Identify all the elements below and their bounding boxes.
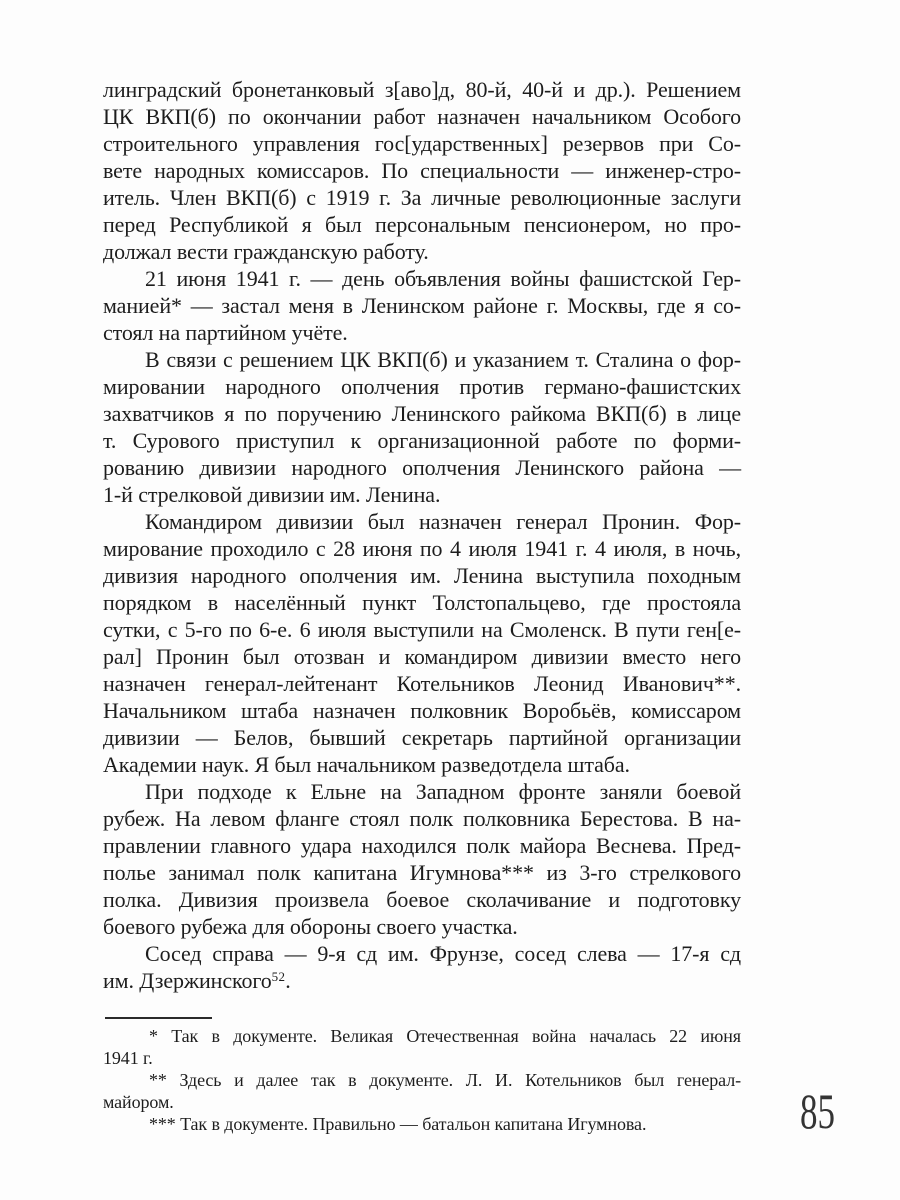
text-line: т. Сурового приступил к организационной работе по форми- xyxy=(103,428,741,453)
text-line: итель. Член ВКП(б) с 1919 г. За личные революционные заслуги xyxy=(103,185,741,210)
text-line: 1-й стрелковой дивизии им. Ленина. xyxy=(103,482,441,507)
body-paragraph xyxy=(103,778,741,940)
footnote xyxy=(103,1025,741,1069)
text-line: Начальником штаба назначен полковник Воробьёв, комиссаром xyxy=(103,698,741,723)
text-line: рованию дивизии народного ополчения Ленинского района — xyxy=(103,455,741,480)
text-line: мировании народного ополчения против германо-фашистских xyxy=(103,374,741,399)
text-line: правлении главного удара находился полк майора Веснева. Пред- xyxy=(103,833,741,858)
text-line: мирование проходило с 28 июня по 4 июля 1941 г. 4 июля, в ночь, xyxy=(103,536,741,561)
text-line: Академии наук. Я был начальником разведотдела штаба. xyxy=(103,752,630,777)
text-line: им. Дзержинского$^{52}$. xyxy=(103,968,291,993)
footnote xyxy=(103,1113,741,1135)
footnote xyxy=(103,1069,741,1113)
text-line: полка. Дивизия произвела боевое сколачивание и подготовку xyxy=(103,887,741,912)
footnotes xyxy=(103,1025,741,1135)
text-line: дивизия народного ополчения им. Ленина выступила походным xyxy=(103,563,741,588)
text-line: Сосед справа — 9-я сд им. Фрунзе, сосед слева — 17-я сд xyxy=(145,941,741,966)
text-line: захватчиков я по поручению Ленинского райкома ВКП(б) в лице xyxy=(103,401,741,426)
text-line: стоял на партийном учёте. xyxy=(103,320,348,345)
text-line: боевого рубежа для обороны своего участка. xyxy=(103,914,518,939)
superscript-footnote-ref: 52 xyxy=(271,969,286,984)
text-line: ЦК ВКП(б) по окончании работ назначен начальником Особого xyxy=(103,104,741,129)
text-line: дивизии — Белов, бывший секретарь партийной организации xyxy=(103,725,741,750)
text-line: рал] Пронин был отозван и командиром дивизии вместо него xyxy=(103,644,741,669)
body-paragraph xyxy=(103,346,741,508)
text-line: ** Здесь и далее так в документе. Л. И. Котельников был генерал- xyxy=(149,1070,741,1090)
page-number: 85 xyxy=(800,1083,835,1139)
text-line: * Так в документе. Великая Отечественная война началась 22 июня xyxy=(149,1026,741,1046)
text-line: строительного управления гос[ударственных] резервов при Со- xyxy=(103,131,741,156)
text-line: перед Республикой я был персональным пенсионером, но про- xyxy=(103,212,741,237)
footnote-divider xyxy=(105,1017,212,1019)
text-line: полье занимал полк капитана Игумнова*** из 3-го стрелкового xyxy=(103,860,741,885)
body-paragraph xyxy=(103,265,741,346)
text-line: сутки, с 5-го по 6-е. 6 июля выступили на Смоленск. В пути ген[е- xyxy=(103,617,741,642)
body-paragraph xyxy=(103,940,741,994)
text-line: При подходе к Ельне на Западном фронте заняли боевой xyxy=(145,779,741,804)
text-line: майором. xyxy=(103,1092,174,1112)
text-line: 1941 г. xyxy=(103,1048,153,1068)
text-line: *** Так в документе. Правильно — батальон капитана Игумнова. xyxy=(149,1114,647,1134)
text-line: В связи с решением ЦК ВКП(б) и указанием т. Сталина о фор- xyxy=(145,347,741,372)
text-line: должал вести гражданскую работу. xyxy=(103,239,429,264)
text-line: линградский бронетанковый з[аво]д, 80-й, 40-й и др.). Решением xyxy=(103,77,741,102)
body-paragraph xyxy=(103,76,741,265)
body-paragraph xyxy=(103,508,741,778)
text-line: вете народных комиссаров. По специальности — инженер-стро- xyxy=(103,158,741,183)
text-line: рубеж. На левом фланге стоял полк полковника Берестова. В на- xyxy=(103,806,741,831)
text-line: порядком в населённый пункт Толстопальцево, где простояла xyxy=(103,590,741,615)
text-line: манией* — застал меня в Ленинском районе г. Москвы, где я со- xyxy=(103,293,741,318)
text-line: назначен генерал-лейтенант Котельников Леонид Иванович**. xyxy=(103,671,741,696)
text-line: 21 июня 1941 г. — день объявления войны фашистской Гер- xyxy=(145,266,741,291)
body-text xyxy=(103,76,741,994)
text-line: Командиром дивизии был назначен генерал Пронин. Фор- xyxy=(145,509,741,534)
